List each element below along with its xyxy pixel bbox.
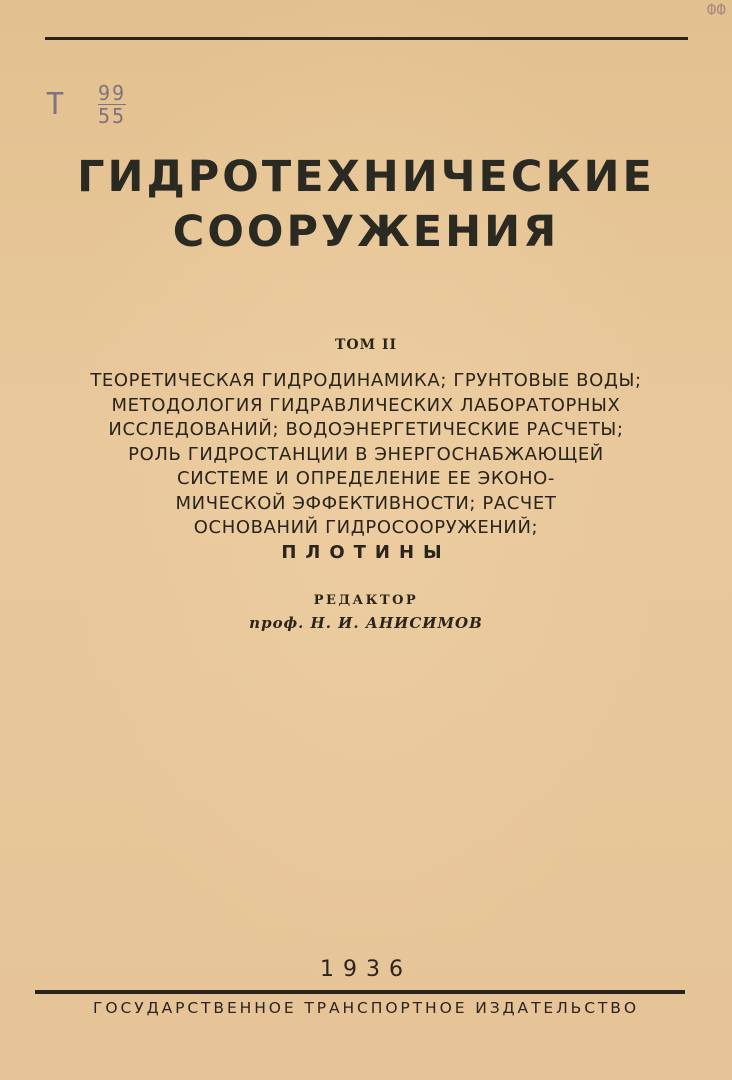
book-title-line-2: СООРУЖЕНИЯ xyxy=(172,207,560,257)
shelf-mark-number-bottom: 55 xyxy=(98,104,127,128)
top-rule xyxy=(45,37,688,40)
bottom-rule xyxy=(35,990,685,994)
publication-year: 1936 xyxy=(320,957,412,982)
contents-line: МЕТОДОЛОГИЯ ГИДРАВЛИЧЕСКИХ ЛАБОРАТОРНЫХ xyxy=(111,394,621,416)
contents-line: МИЧЕСКОЙ ЭФФЕКТИВНОСТИ; РАСЧЕТ xyxy=(175,492,557,514)
volume-label: ТОМ II xyxy=(334,337,398,353)
publisher-name: ГОСУДАРСТВЕННОЕ ТРАНСПОРТНОЕ ИЗДАТЕЛЬСТВО xyxy=(93,999,639,1017)
contents-line: ТЕОРЕТИЧЕСКАЯ ГИДРОДИНАМИКА; ГРУНТОВЫЕ ВОДЫ; xyxy=(90,370,642,391)
contents-line-dams: ПЛОТИНЫ xyxy=(281,541,451,563)
contents-line: РОЛЬ ГИДРОСТАНЦИИ В ЭНЕРГОСНАБЖАЮЩЕЙ xyxy=(128,443,604,465)
contents-line: ОСНОВАНИЙ ГИДРОСООРУЖЕНИЙ; xyxy=(193,517,539,538)
library-shelf-mark xyxy=(46,81,127,128)
editor-label: РЕДАКТОР xyxy=(313,593,419,608)
contents-line: СИСТЕМЕ И ОПРЕДЕЛЕНИЕ ЕЕ ЭКОНО- xyxy=(177,468,555,489)
editor-name: проф. Н. И. АНИСИМОВ xyxy=(249,614,483,632)
shelf-mark-number xyxy=(98,82,126,127)
contents-line: ИССЛЕДОВАНИЙ; ВОДОЭНЕРГЕТИЧЕСКИЕ РАСЧЕТЫ; xyxy=(108,419,624,440)
shelf-mark-letter: Т xyxy=(46,87,67,122)
shelf-mark-number-top: 99 xyxy=(98,81,127,105)
book-title-line-1: ГИДРОТЕХНИЧЕСКИЕ xyxy=(77,152,655,202)
contents-description xyxy=(0,369,732,565)
corner-stamp: ФФ xyxy=(706,0,726,19)
book-title xyxy=(0,150,732,260)
